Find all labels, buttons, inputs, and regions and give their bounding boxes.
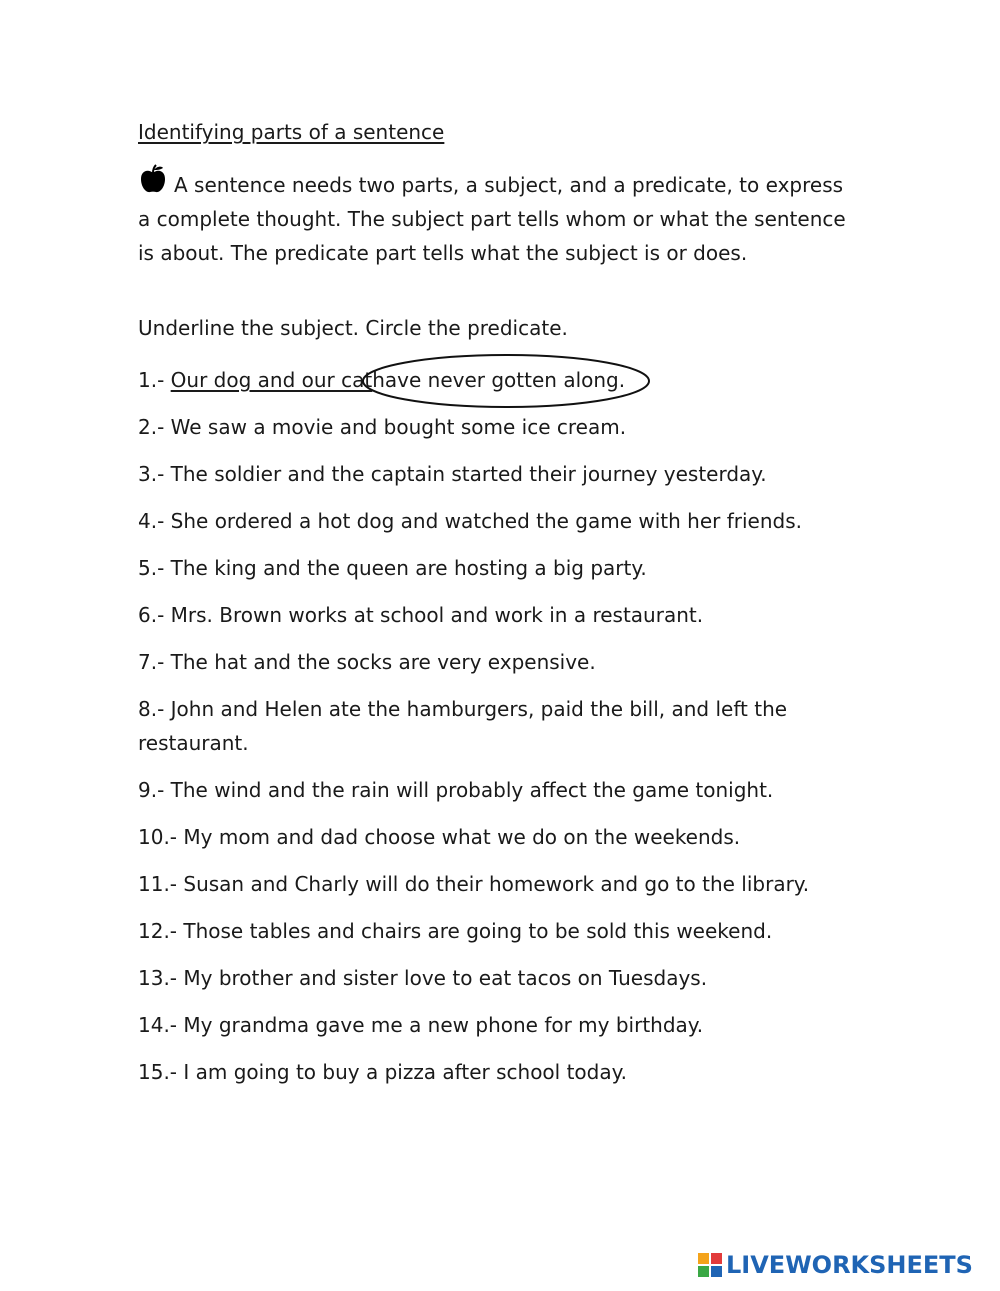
sentence-item: 2.- We saw a movie and bought some ice cream.: [138, 415, 627, 439]
sentence-list: [138, 363, 868, 1102]
intro-text: A sentence needs two parts, a subject, and a predicate, to express a complete thought. The subject part tells whom or what the sentence is about. The predicate part tells what the subject is or does.: [138, 173, 846, 265]
worksheet-title: Identifying parts of a sentence: [138, 120, 445, 144]
liveworksheets-brand: [698, 1250, 973, 1280]
sentence-item: 7.- The hat and the socks are very expensive.: [138, 650, 596, 674]
sentence-item: 8.- John and Helen ate the hamburgers, paid the bill, and left the restaurant.: [138, 697, 788, 755]
example-number: 1.-: [138, 368, 165, 392]
sentence-item: 14.- My grandma gave me a new phone for my birthday.: [138, 1013, 704, 1037]
example-predicate: have never gotten along.: [372, 368, 626, 392]
sentence-item: 3.- The soldier and the captain started their journey yesterday.: [138, 462, 767, 486]
intro-paragraph: [138, 164, 858, 270]
instruction-text: Underline the subject. Circle the predicate.: [138, 316, 568, 340]
sentence-item: 11.- Susan and Charly will do their homework and go to the library.: [138, 872, 810, 896]
sentence-item: 15.- I am going to buy a pizza after school today.: [138, 1060, 627, 1084]
liveworksheets-logo-icon: [698, 1253, 722, 1277]
sentence-example: [138, 363, 868, 397]
example-predicate-wrapper: [372, 363, 625, 397]
sentence-item: 4.- She ordered a hot dog and watched the game with her friends.: [138, 509, 803, 533]
apple-icon: [138, 164, 168, 194]
sentence-item: 6.- Mrs. Brown works at school and work in a restaurant.: [138, 603, 704, 627]
sentence-item: 12.- Those tables and chairs are going to be sold this weekend.: [138, 919, 773, 943]
example-subject: Our dog and our cat: [170, 368, 373, 392]
sentence-item: 10.- My mom and dad choose what we do on the weekends.: [138, 825, 741, 849]
sentence-item: 13.- My brother and sister love to eat tacos on Tuesdays.: [138, 966, 708, 990]
liveworksheets-brand-text: LIVEWORKSHEETS: [726, 1251, 973, 1279]
sentence-item: 5.- The king and the queen are hosting a big party.: [138, 556, 647, 580]
sentence-item: 9.- The wind and the rain will probably affect the game tonight.: [138, 778, 774, 802]
